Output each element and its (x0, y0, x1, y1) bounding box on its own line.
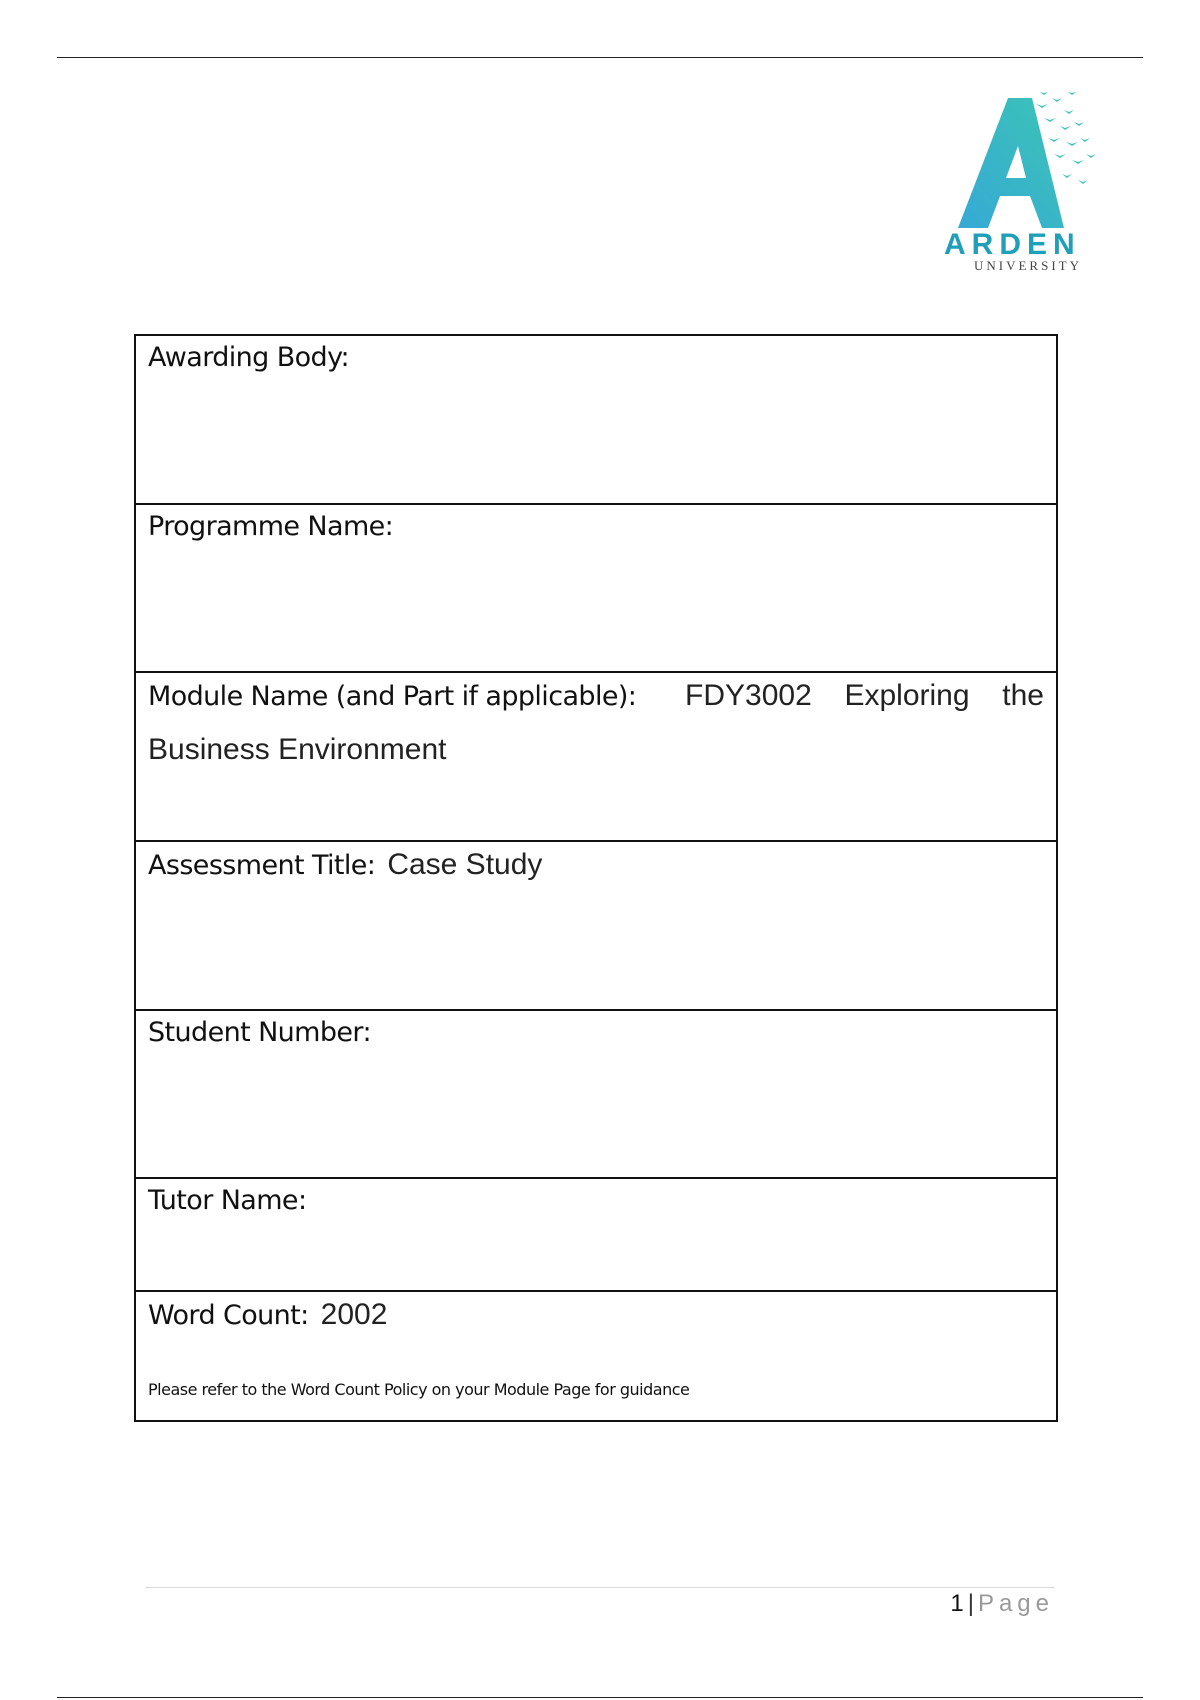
cover-form (134, 334, 1058, 1422)
student-number-label: Student Number: (148, 1017, 371, 1048)
module-name-label: Module Name (and Part if applicable): (148, 681, 637, 712)
word-count-label: Word Count: (148, 1300, 309, 1331)
awarding-body-row (136, 336, 1056, 505)
page-word: Page (977, 1590, 1054, 1617)
module-word: Exploring (844, 679, 970, 712)
logo-graphic (944, 88, 1104, 274)
top-rule (57, 57, 1143, 58)
bottom-rule (57, 1697, 1143, 1698)
module-code: FDY3002 (685, 679, 812, 712)
arden-university-logo (944, 88, 1104, 274)
programme-name-row (136, 505, 1056, 673)
word-count-value: 2002 (320, 1298, 388, 1331)
assessment-title-row (136, 842, 1056, 1011)
programme-name-label: Programme Name: (148, 511, 394, 542)
word-count-row (136, 1292, 1056, 1420)
page-number (950, 1590, 1054, 1618)
assessment-title-value: Case Study (387, 848, 543, 881)
letter-a-mark (958, 98, 1064, 228)
logo-subtitle: UNIVERSITY (974, 258, 1082, 273)
awarding-body-label: Awarding Body: (148, 342, 349, 373)
footer-rule (145, 1587, 1055, 1588)
word-count-note: Please refer to the Word Count Policy on your Module Page for guidance (148, 1380, 690, 1399)
tutor-name-label: Tutor Name: (148, 1185, 307, 1216)
module-name-line (148, 679, 1044, 713)
page-number-value: 1 (950, 1590, 964, 1617)
logo-name: ARDEN (944, 228, 1081, 261)
page-separator: | (967, 1590, 974, 1617)
assessment-title-label: Assessment Title: (148, 850, 376, 881)
student-number-row (136, 1011, 1056, 1179)
module-name-row (136, 673, 1056, 842)
module-name-continued: Business Environment (148, 733, 447, 767)
module-word: the (1002, 679, 1044, 712)
tutor-name-row (136, 1179, 1056, 1292)
